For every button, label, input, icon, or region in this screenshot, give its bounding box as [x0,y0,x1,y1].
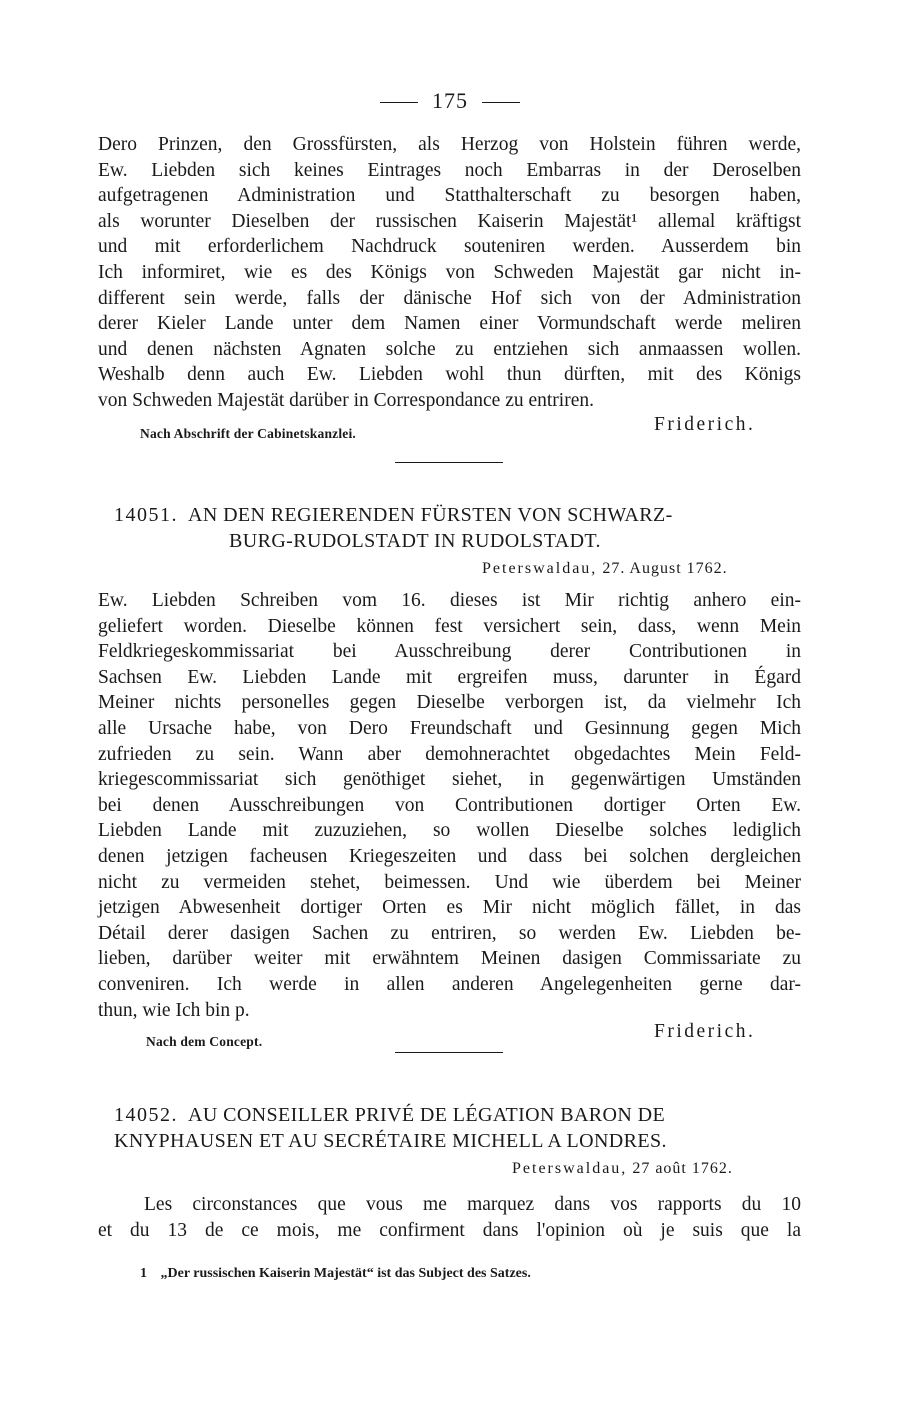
text-line: different sein werde, falls der dänische Hof sich von der Administration [98,287,801,309]
text-line: und mit erforderlichem Nachdruck souteniren werden. Ausserdem bin [98,236,801,258]
text-line: derer Kieler Lande unter dem Namen einer Vormundschaft werde meliren [98,313,801,335]
text-line: Feldkriegeskommissariat bei Ausschreibung derer Contributionen in [98,641,801,663]
letter-14051-dateline [482,560,728,578]
text-line: jetzigen Abwesenheit dortiger Orten es Mir nicht möglich fället, in das [98,897,801,919]
page-number-dash-left [380,102,418,103]
section1-source-note: Nach Abschrift der Cabinetskanzlei. [140,426,357,441]
dateline-place: Peterswaldau, [512,1160,628,1177]
letter-number: 14051. [114,504,178,526]
text-line: alle Ursache habe, von Dero Freundschaft und Gesinnung gegen Mich [98,717,801,739]
section1-signature: Friderich. [654,414,756,435]
text-line: Ew. Liebden sich keines Eintrages noch Embarras in der Deroselben [98,159,801,181]
letter-14052-heading [114,1102,814,1154]
text-line: Dero Prinzen, den Grossfürsten, als Herzog von Holstein führen werde, [98,134,801,155]
text-line: Ich informiret, wie es des Königs von Schweden Majestät gar nicht in- [98,261,801,283]
heading-line-1: AU CONSEILLER PRIVÉ DE LÉGATION BARON DE [188,1104,666,1126]
text-line: Liebden Lande mit zuzuziehen, so wollen Dieselbe solches lediglich [98,820,801,842]
footnote-text: „Der russischen Kaiserin Majestät“ ist das Subject des Satzes. [160,1266,531,1281]
letter-14052-body [98,1192,801,1243]
text-line: Weshalb denn auch Ew. Liebden wohl thun dürften, mit des Königs [98,364,801,386]
text-line: Les circonstances que vous me marquez dans vos rapports du 10 [144,1194,801,1215]
text-line: denen jetzigen facheusen Kriegeszeiten und dass bei solchen dergleichen [98,845,801,867]
section1-body [98,132,801,414]
letter-number: 14052. [114,1104,178,1126]
text-line: kriegescommissariat sich genöthiget siehet, in gegenwärtigen Umständen [98,769,801,791]
dateline-place: Peterswaldau, [482,560,598,577]
text-line: als worunter Dieselben der russischen Kaiserin Majestät¹ allemal kräftigst [98,210,801,232]
text-line: lieben, darüber weiter mit erwähntem Meinen dasigen Commissariate zu [98,948,801,970]
letter-14051-body [98,588,801,1023]
heading-line-1: AN DEN REGIERENDEN FÜRSTEN VON SCHWARZ- [188,504,673,526]
heading-line-2: BURG-RUDOLSTADT IN RUDOLSTADT. [229,530,601,552]
page-number-dash-right [482,102,520,103]
text-line: nicht zu vermeiden stehet, beimessen. Und wie überdem bei Meiner [98,871,801,893]
dateline-date: 27. August 1762. [602,560,728,577]
text-line: et du 13 de ce mois, me confirment dans l'opinion où je suis que la [98,1219,801,1241]
page-number: 175 [0,88,900,114]
text-line: Meiner nichts personelles gegen Dieselbe verborgen ist, da vielmehr Ich [98,692,801,714]
text-line: aufgetragenen Administration und Statthalterschaft zu besorgen haben, [98,185,801,207]
text-line: conveniren. Ich werde in allen anderen Angelegenheiten gerne dar- [98,973,801,995]
dateline-date: 27 août 1762. [632,1160,733,1177]
footnote-marker: 1 [140,1266,147,1281]
text-line: Sachsen Ew. Liebden Lande mit ergreifen muss, darunter in Égard [98,666,801,688]
text-line: thun, wie Ich bin p. [98,999,250,1021]
text-line: zufrieden zu sein. Wann aber demohnerachtet obgedachtes Mein Feld- [98,743,801,765]
text-line: geliefert worden. Dieselbe können fest versichert sein, dass, wenn Mein [98,615,801,637]
text-line: bei denen Ausschreibungen von Contributionen dortiger Orten Ew. [98,794,801,816]
letter-14051-source-note: Nach dem Concept. [146,1034,263,1049]
text-line: Détail derer dasigen Sachen zu entriren, so werden Ew. Liebden be- [98,922,801,944]
section-divider [395,462,503,463]
heading-line-2: KNYPHAUSEN ET AU SECRÉTAIRE MICHELL A LONDRES. [114,1130,667,1152]
letter-14052-dateline [512,1160,733,1178]
text-line: und denen nächsten Agnaten solche zu entziehen sich anmaassen wollen. [98,338,801,360]
letter-14051-signature: Friderich. [654,1021,756,1042]
text-line: von Schweden Majestät darüber in Correspondance zu entriren. [98,389,594,411]
footnote [140,1266,531,1282]
text-line: Ew. Liebden Schreiben vom 16. dieses ist Mir richtig anhero ein- [98,590,801,611]
letter-14051-heading [114,502,804,554]
section-divider [395,1052,503,1053]
